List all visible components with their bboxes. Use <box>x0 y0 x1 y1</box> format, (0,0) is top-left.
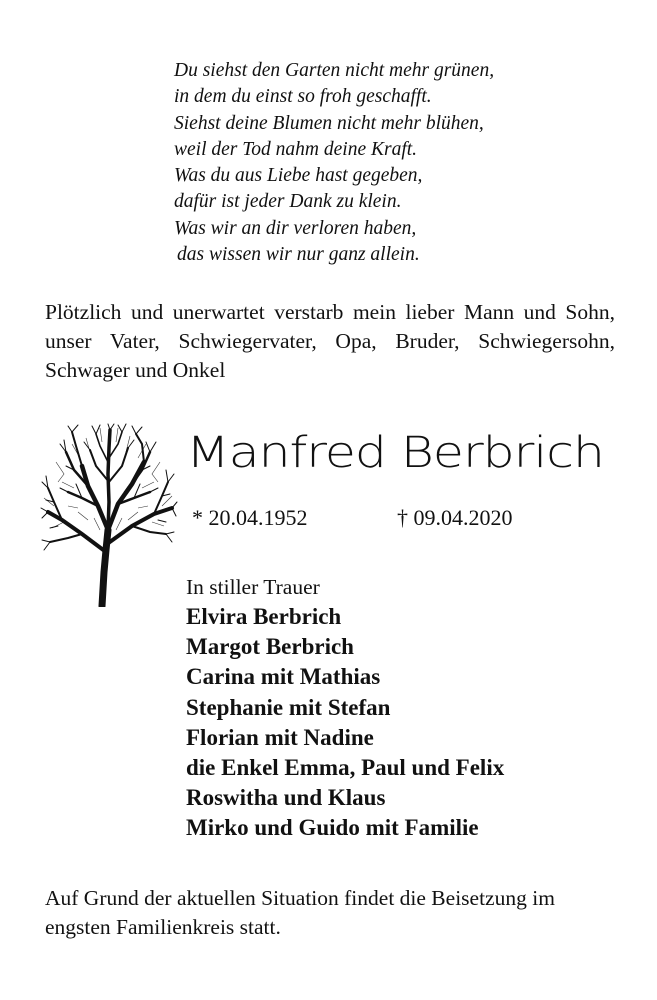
mourner-name: Mirko und Guido mit Familie <box>186 815 479 841</box>
poem-line: Was wir an dir verloren haben, <box>174 217 417 239</box>
mourner-name: Margot Berbrich <box>186 634 354 660</box>
birth-date: * 20.04.1952 <box>192 505 308 530</box>
mourner-name: Roswitha und Klaus <box>186 785 386 811</box>
closing-note: Auf Grund der aktuellen Situation findet die Beisetzung im engsten Familienkreis statt. <box>45 886 555 939</box>
poem-line: weil der Tod nahm deine Kraft. <box>174 138 418 160</box>
poem <box>174 58 574 268</box>
mourner-name: Florian mit Nadine <box>186 724 374 750</box>
death-date: † 09.04.2020 <box>397 505 513 530</box>
announcement-text: Plötzlich und unerwartet verstarb mein lieber Mann und Sohn, unser Vater, Schwiegervater, Opa, Bruder, Schwiegersohn, Schwager und Onkel <box>45 300 615 382</box>
mourning-label: In stiller Trauer <box>186 575 320 599</box>
mourners-list <box>186 602 616 844</box>
mourner-name: die Enkel Emma, Paul und Felix <box>186 755 505 781</box>
mourner-name: Elvira Berbrich <box>186 604 342 629</box>
poem-line: Siehst deine Blumen nicht mehr blühen, <box>174 112 484 134</box>
poem-line: in dem du einst so froh geschafft. <box>174 86 432 108</box>
tree-icon <box>38 422 178 607</box>
mourner-name: Carina mit Mathias <box>186 664 381 690</box>
poem-line: Was du aus Liebe hast gegeben, <box>174 165 423 187</box>
deceased-name: Manfred Berbrich <box>186 428 604 478</box>
mourner-name: Stephanie mit Stefan <box>186 694 391 720</box>
poem-line: Du siehst den Garten nicht mehr grünen, <box>174 60 495 81</box>
poem-line: das wissen wir nur ganz allein. <box>177 244 420 266</box>
poem-line: dafür ist jeder Dank zu klein. <box>174 191 402 213</box>
